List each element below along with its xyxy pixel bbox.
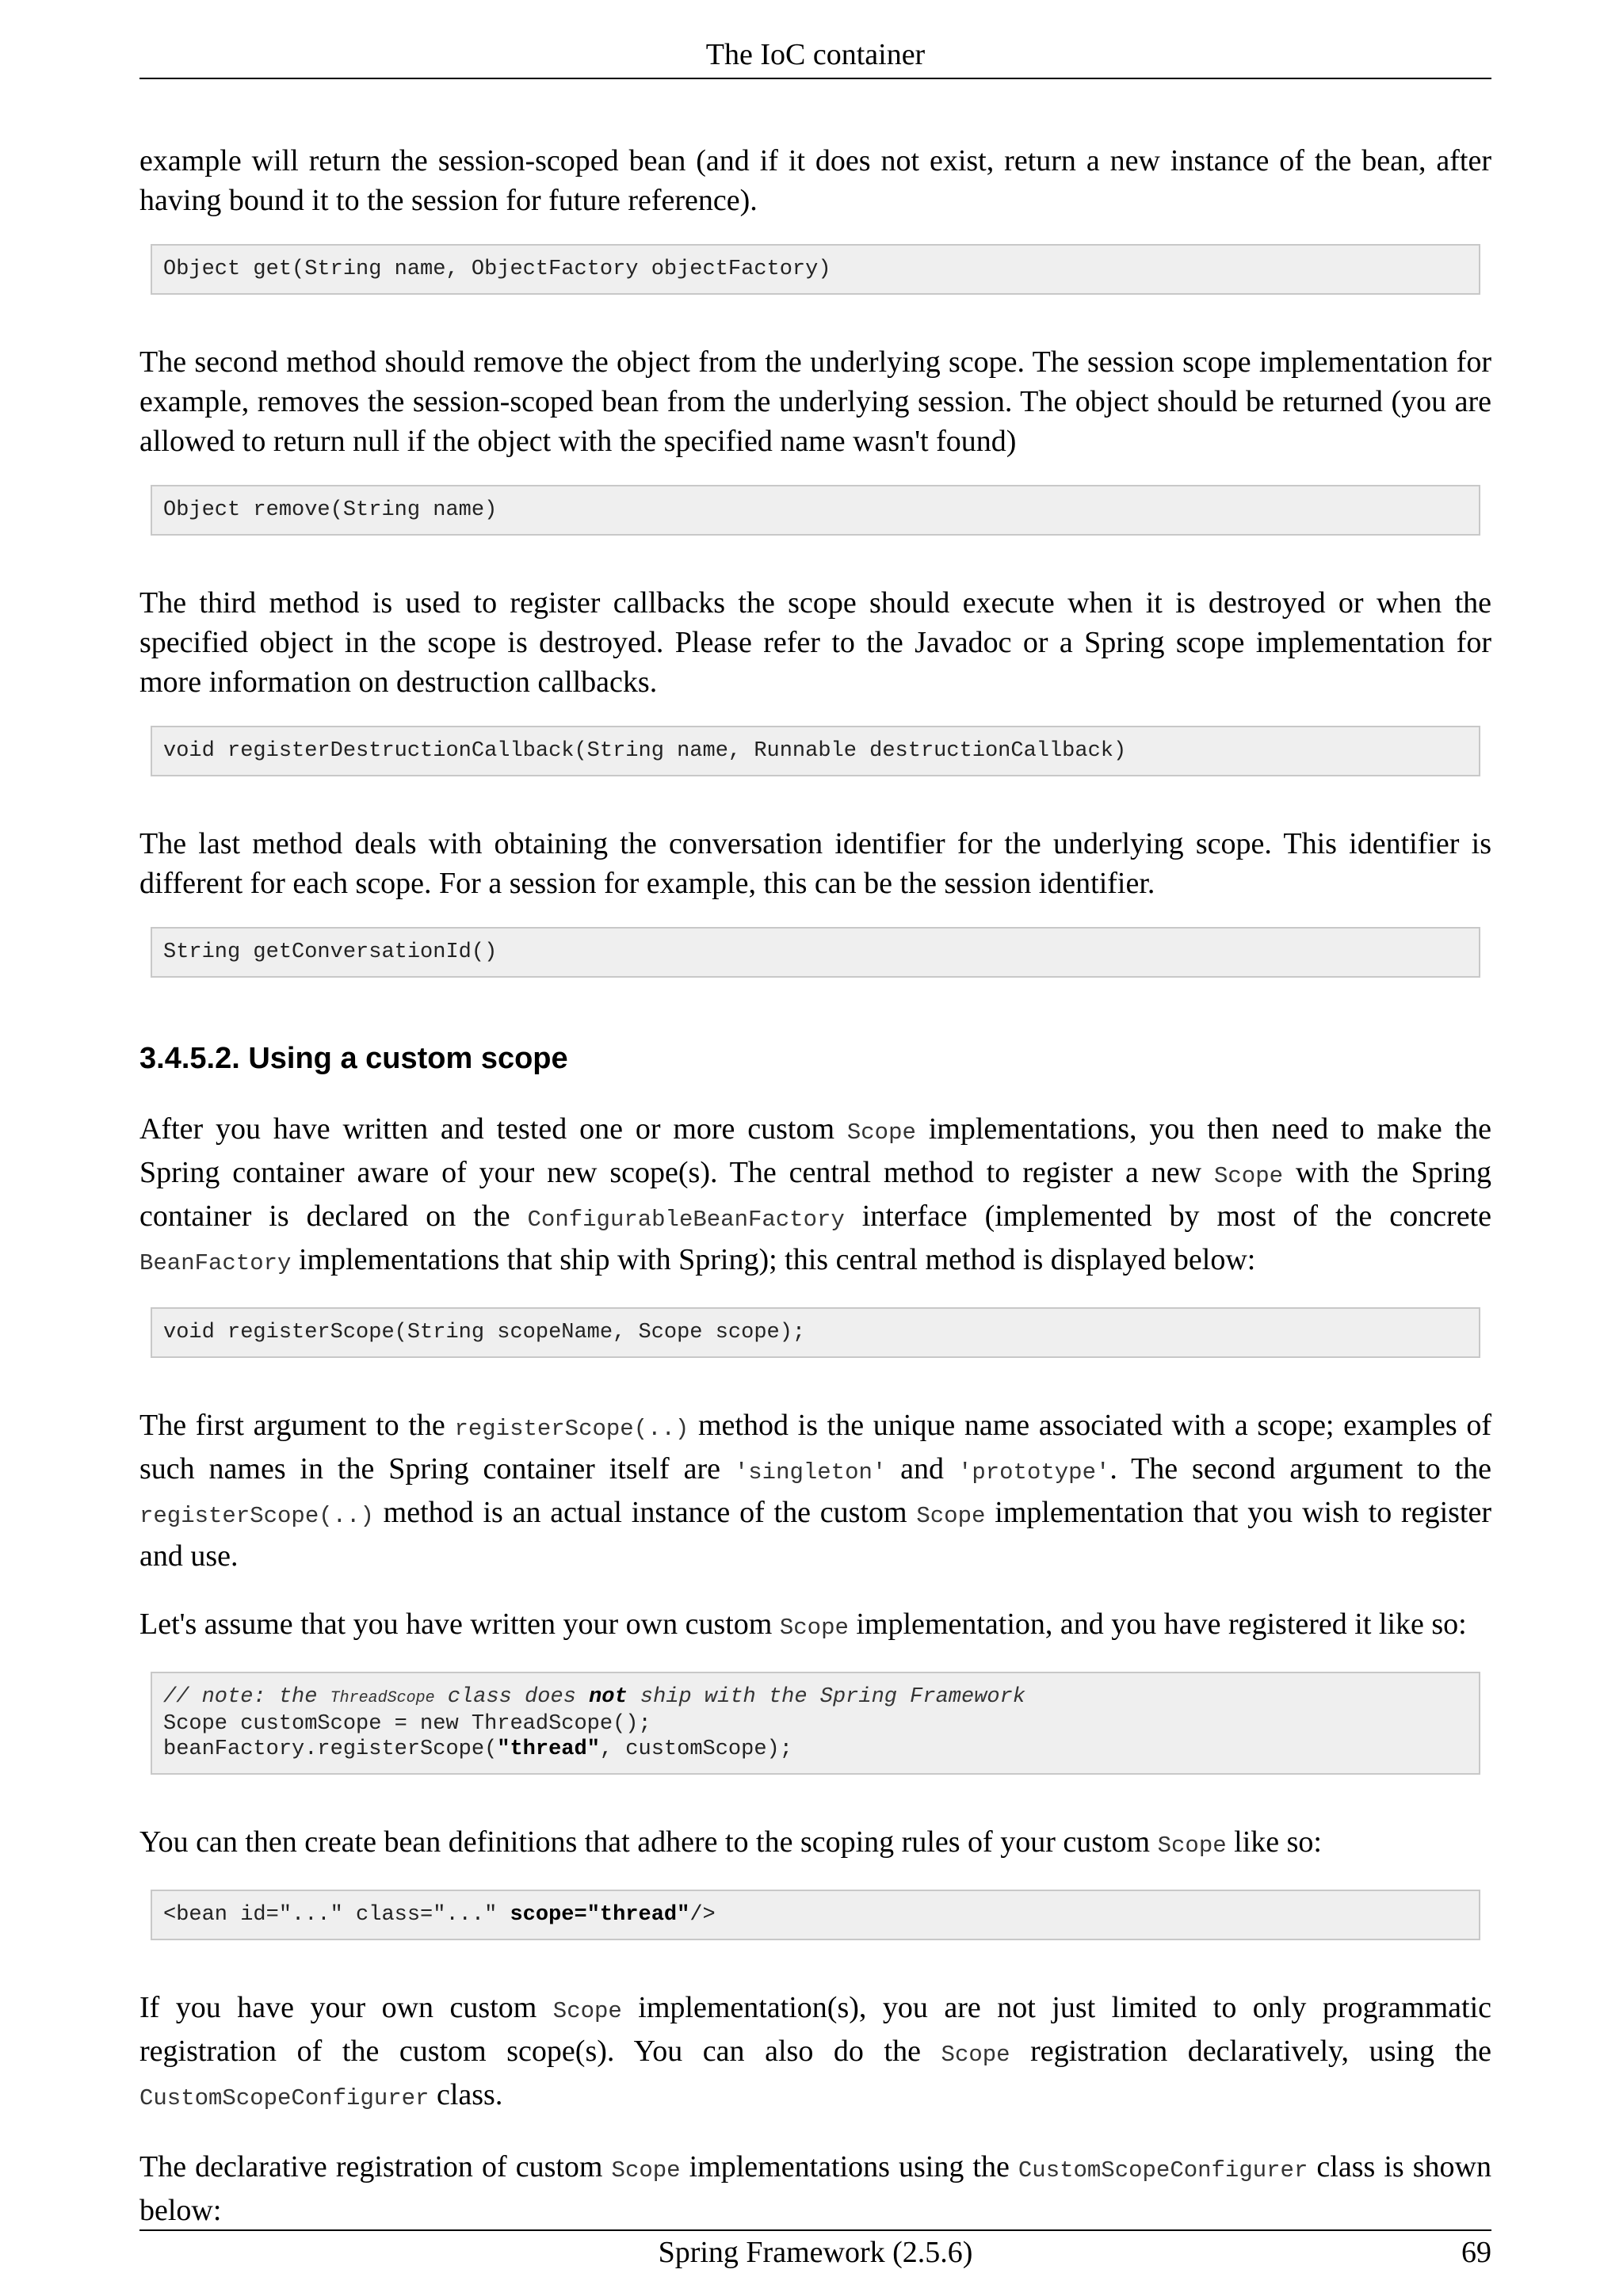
paragraph — [139, 1405, 1491, 1576]
paragraph — [139, 1988, 1491, 2119]
text: class does — [434, 1685, 590, 1709]
text: scope="thread" — [510, 1903, 690, 1927]
paragraph: The last method deals with obtaining the conversation identifier for the underlying scope. This identifier is different for each scope. For a session for example, this can be the session identifier. — [139, 827, 1491, 900]
text: not — [589, 1685, 628, 1709]
paragraph: The second method should remove the object from the underlying scope. The session scope implementation for example, removes the session-scoped bean from the underlying session. The object should be returned (you are allowed to return null if the object with the specified name wasn't found) — [139, 345, 1491, 458]
inline-code: Scope — [552, 1998, 622, 2024]
inline-code: registerScope(..) — [454, 1416, 689, 1442]
inline-code: Scope — [916, 1503, 986, 1529]
paragraph — [139, 1604, 1491, 1648]
inline-code: Scope — [846, 1119, 916, 1146]
paragraph: example will return the session-scoped bean (and if it does not exist, return a new instance of the bean, after having bound it to the session for future reference). — [139, 144, 1491, 217]
inline-code: 'singleton' — [734, 1459, 887, 1486]
running-header: The IoC container — [705, 38, 926, 71]
code-block: void registerDestructionCallback(String name, Runnable destructionCallback) — [151, 726, 1480, 776]
text: implementation, and you have registered it like so: — [848, 1608, 1467, 1641]
paragraph — [139, 2147, 1491, 2230]
text: method is an actual instance of the custom — [373, 1496, 917, 1529]
inline-code: BeanFactory — [139, 1250, 292, 1276]
section-heading: 3.4.5.2. Using a custom scope — [139, 1042, 568, 1075]
text: Let's assume that you have written your own custom — [139, 1608, 780, 1641]
text: with the Spring container is declared on the — [139, 1156, 1492, 1233]
text: ThreadScope — [330, 1689, 435, 1707]
code-block — [151, 1672, 1480, 1775]
inline-code: 'prototype' — [957, 1459, 1110, 1486]
inline-code: Scope — [1157, 1833, 1227, 1859]
inline-code: Scope — [779, 1615, 849, 1641]
text: The first argument to the — [139, 1409, 455, 1442]
text: implementation that you wish to register and use. — [139, 1496, 1491, 1573]
text: beanFactory.registerScope( — [163, 1737, 498, 1761]
header-rule — [139, 78, 1491, 79]
text: . The second argument to the — [1109, 1452, 1491, 1486]
text: , customScope); — [599, 1737, 792, 1761]
page-number: 69 — [1461, 2236, 1491, 2269]
inline-code: CustomScopeConfigurer — [1018, 2157, 1308, 2183]
text: interface (implemented by most of the concrete — [844, 1199, 1491, 1233]
text: // note: the — [163, 1685, 330, 1709]
page-body — [139, 141, 1491, 2230]
text: registration declaratively, using the — [1010, 2035, 1492, 2068]
text: implementations that ship with Spring); this central method is displayed below: — [291, 1243, 1256, 1276]
inline-code: ConfigurableBeanFactory — [527, 1207, 845, 1233]
inline-code: Scope — [1214, 1163, 1284, 1189]
inline-code: Scope — [611, 2157, 681, 2183]
text: method is the unique name associated with a scope; examples of such names in the Spring container itself are — [139, 1409, 1491, 1486]
text: "thread" — [497, 1737, 600, 1761]
code-line: Scope customScope = new ThreadScope(); — [163, 1712, 651, 1736]
paragraph: The third method is used to register callbacks the scope should execute when it is destroyed or when the specified object in the scope is destroyed. Please refer to the Javadoc or a Spring scope implementation for more information on destruction callbacks. — [139, 586, 1491, 699]
code-comment — [163, 1685, 1025, 1709]
footer-rule — [139, 2229, 1491, 2231]
code-block: String getConversationId() — [151, 927, 1480, 978]
inline-code: CustomScopeConfigurer — [139, 2085, 430, 2111]
text: class is shown below: — [139, 2150, 1491, 2227]
text: The declarative registration of custom — [139, 2150, 612, 2183]
code-block: Object remove(String name) — [151, 485, 1480, 536]
text: implementation(s), you are not just limited to only programmatic registration of the custom scope(s). You can also do the — [139, 1991, 1491, 2068]
code-block: Object get(String name, ObjectFactory objectFactory) — [151, 244, 1480, 295]
paragraph — [139, 1109, 1491, 1283]
text: <bean id="..." class="..." — [163, 1903, 510, 1927]
text: implementations using the — [680, 2150, 1018, 2183]
text: If you have your own custom — [139, 1991, 553, 2024]
text: You can then create bean definitions that adhere to the scoping rules of your custom — [139, 1825, 1158, 1859]
footer-title: Spring Framework (2.5.6) — [658, 2236, 973, 2269]
text: class. — [429, 2078, 503, 2111]
code-block: void registerScope(String scopeName, Scope scope); — [151, 1307, 1480, 1358]
text: like so: — [1226, 1825, 1322, 1859]
text: /> — [689, 1903, 716, 1927]
text: After you have written and tested one or more custom — [139, 1112, 847, 1146]
paragraph — [139, 1822, 1491, 1866]
text: implementations, you then need to make the Spring container aware of your new scope(s). The central method to register a new — [139, 1112, 1491, 1189]
code-block — [151, 1890, 1480, 1940]
text: and — [886, 1452, 958, 1486]
text: ship with the Spring Framework — [627, 1685, 1026, 1709]
code-line — [163, 1737, 792, 1761]
inline-code: registerScope(..) — [139, 1503, 374, 1529]
inline-code: Scope — [941, 2042, 1010, 2068]
